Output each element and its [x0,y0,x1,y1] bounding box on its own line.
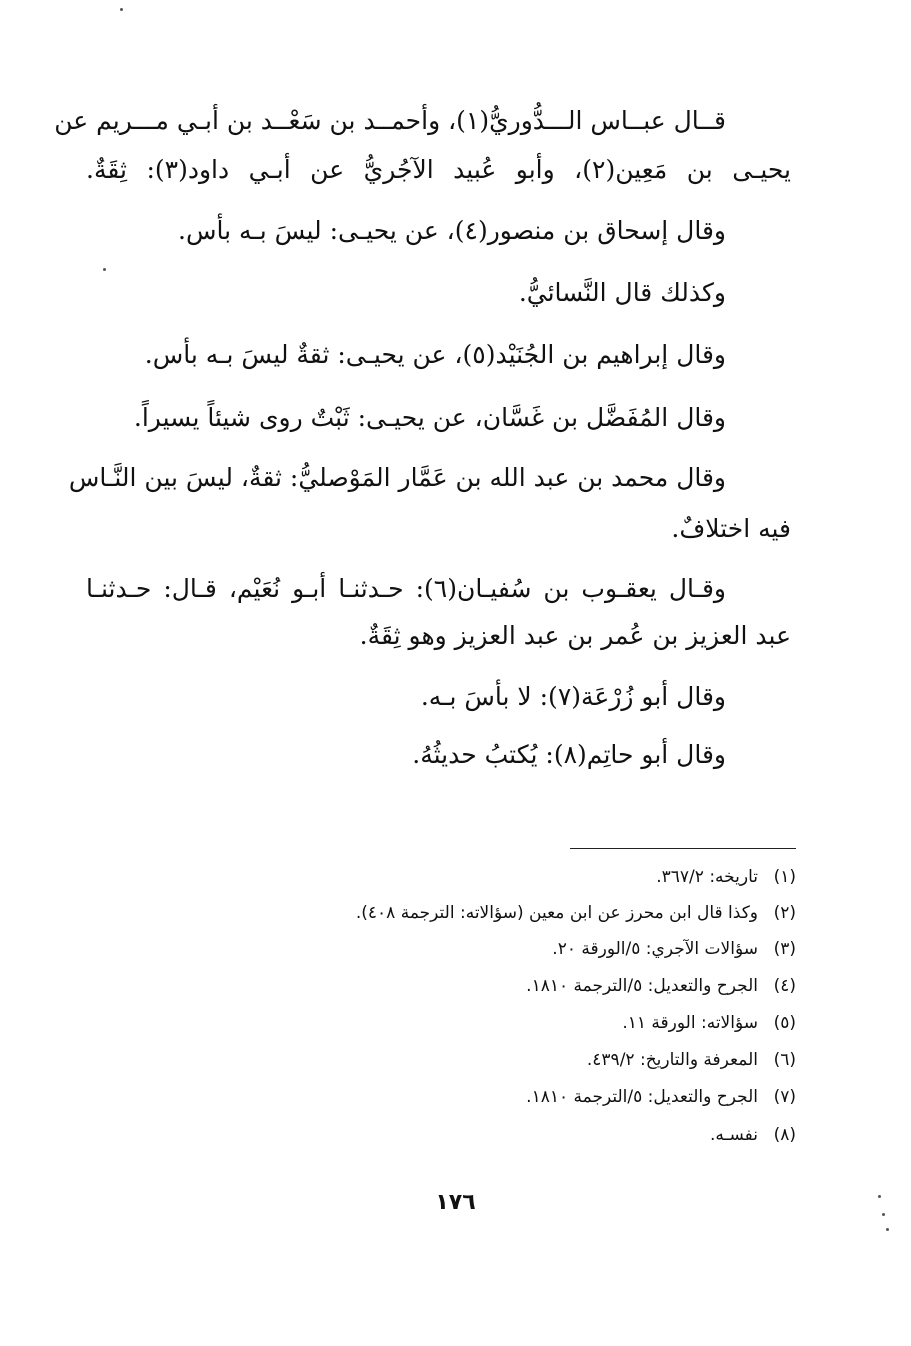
footnote-separator [570,848,796,849]
body-line-3: وقال إسحاق بن منصور(٤)، عن يحيـى: ليسَ بـه بأس. [178,216,726,245]
footnote-4 [526,975,796,997]
footnote-number: (٧) [773,1087,796,1107]
body-line-5: وقال إبراهيم بن الجُنَيْد(٥)، عن يحيـى: ثقةٌ ليسَ بـه بأس. [144,340,726,369]
footnote-number: (٢) [773,903,796,923]
body-line-6: وقال المُفَضَّل بن غَسَّان، عن يحيـى: ثَبْتٌ روى شيئاً يسيراً. [133,403,726,432]
footnote-text: سؤالات الآجري: ٥/الورقة ٢٠. [552,939,758,959]
footnote-text: تاريخه: ٣٦٧/٢. [656,867,758,887]
body-line-2: يحيـى بن مَعِين(٢)، وأبو عُبيد الآجُريُّ عن أبـي داود(٣): ثِقَةٌ. [86,155,792,184]
page-number: ١٧٦ [435,1190,476,1215]
body-line-4: وكذلك قال النَّسائيُّ. [518,278,726,307]
footnote-2 [356,902,796,924]
footnote-7 [526,1086,796,1108]
body-line-8: فيه اختلافٌ. [671,514,791,543]
footnote-number: (٨) [773,1125,796,1145]
footnote-5 [622,1012,796,1034]
body-line-12: وقال أبو حاتِم(٨): يُكتبُ حديثُهُ. [412,740,726,769]
footnote-text: الجرح والتعديل: ٥/الترجمة ١٨١٠. [526,976,758,996]
body-line-10: عبد العزيز بن عُمر بن عبد العزيز وهو ثِقَةٌ. [359,621,791,650]
body-line-9: وقـال يعقـوب بن سُفيـان(٦): حـدثنـا أبـو نُعَيْم، قـال: حـدثنـا [86,574,726,603]
body-line-11: وقال أبو زُرْعَة(٧): لا بأسَ بـه. [420,682,726,711]
body-line-1: قــال عبــاس الـــدُّوريُّ(١)، وأحمــد بن سَعْــد بن أبـي مـــريم عن [54,106,726,135]
footnote-3 [552,938,796,960]
footnote-number: (٦) [773,1050,796,1070]
footnote-8 [710,1124,796,1146]
footnote-number: (٥) [773,1013,796,1033]
footnote-text: وكذا قال ابن محرز عن ابن معين (سؤالاته: الترجمة ٤٠٨). [355,903,758,923]
footnote-6 [587,1049,796,1071]
body-line-7: وقال محمد بن عبد الله بن عَمَّار المَوْصليُّ: ثقةٌ، ليسَ بين النَّـاس [68,463,726,492]
footnote-number: (١) [773,867,796,887]
footnote-text: سؤالاته: الورقة ١١. [622,1013,758,1033]
footnote-text: المعرفة والتاريخ: ٤٣٩/٢. [586,1050,758,1070]
scan-speck [120,8,123,11]
footnote-1 [656,866,796,888]
footnote-number: (٣) [773,939,796,959]
scan-speck [886,1228,889,1231]
scan-speck [882,1213,885,1216]
scan-speck [878,1195,881,1198]
footnote-text: نفسـه. [710,1125,758,1145]
footnote-number: (٤) [773,976,796,996]
scan-speck [103,268,106,271]
footnote-text: الجرح والتعديل: ٥/الترجمة ١٨١٠. [526,1087,758,1107]
